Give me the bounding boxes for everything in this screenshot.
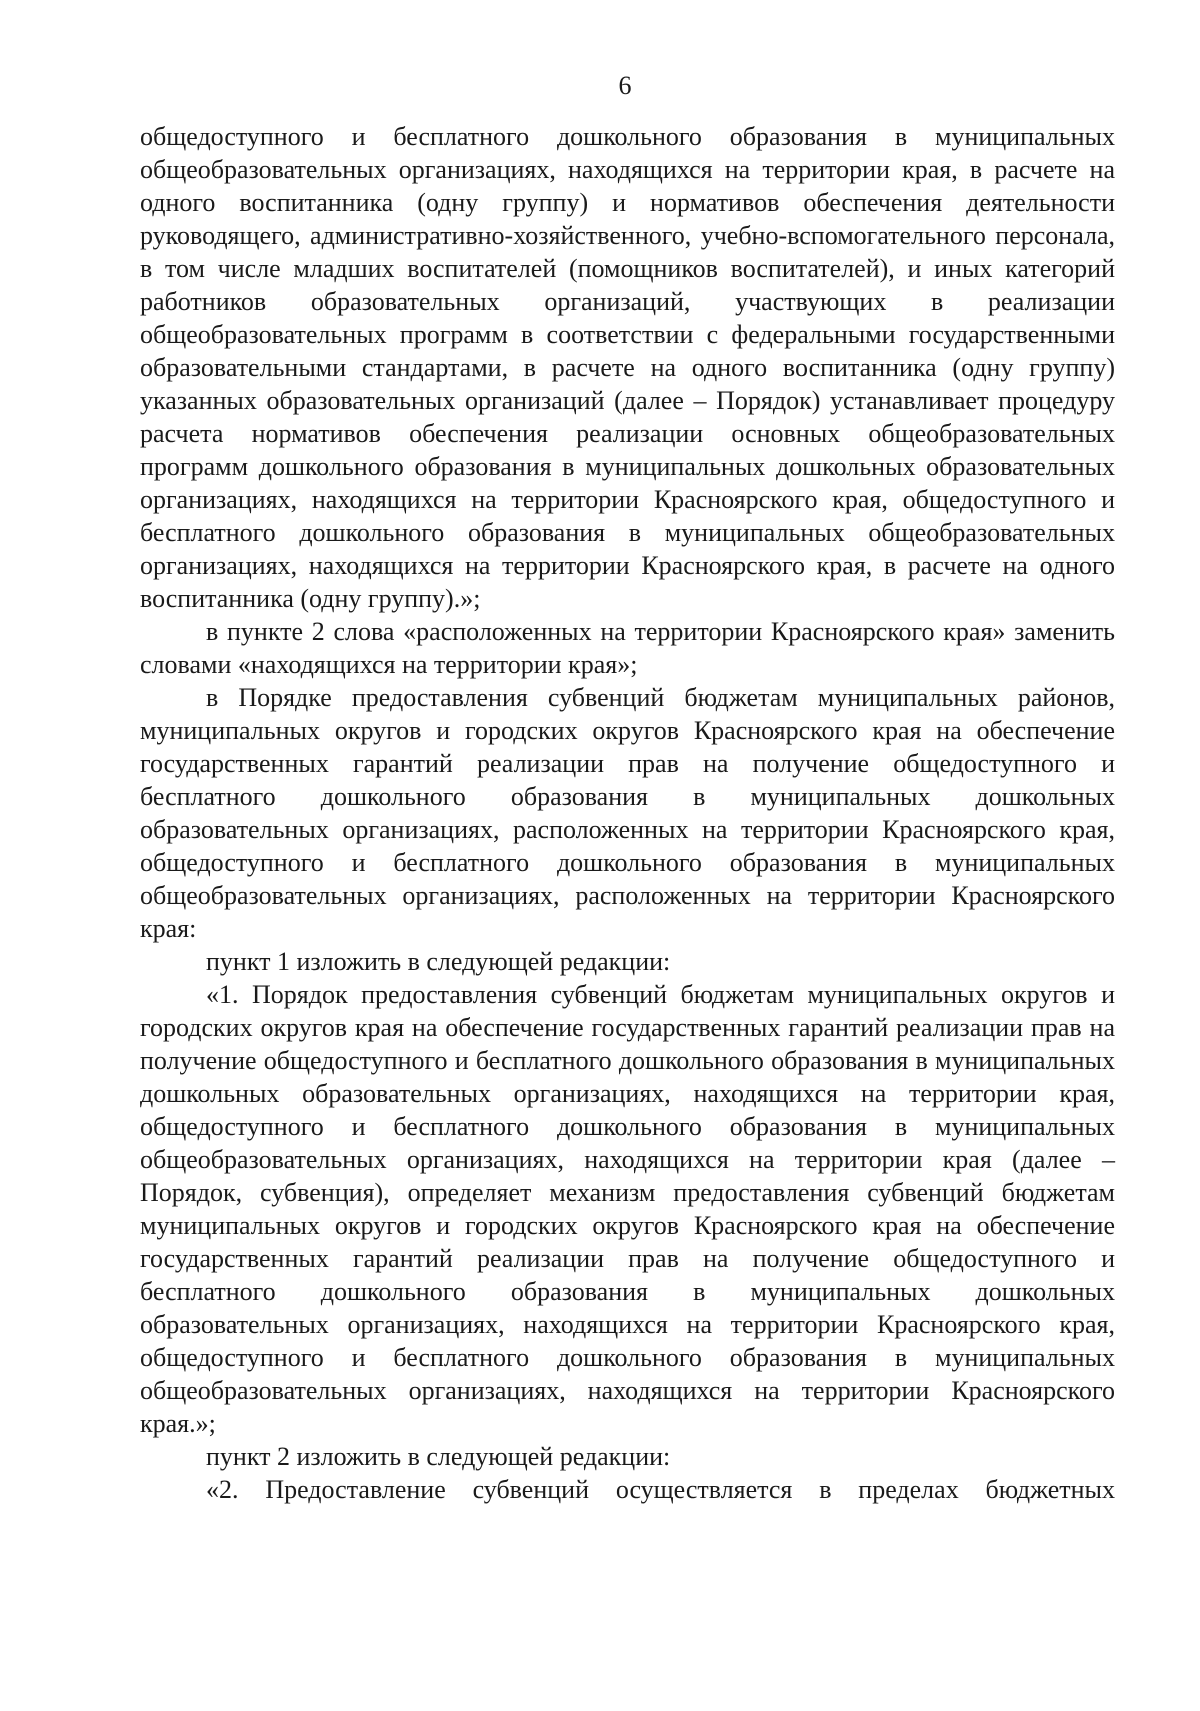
paragraph-6: пункт 2 изложить в следующей редакции: (206, 1442, 671, 1471)
document-body (140, 120, 1115, 1506)
page-number: 6 (618, 71, 632, 100)
paragraph-5: «1. Порядок предоставления субвенций бюджетам муниципальных округов и городских округов края на обеспечение государственных гарантий реализации прав на получение общедоступного и бесплатного дошкольного образования в муниципальных дошкольных образовательных организациях, находящихся на территории края, общедоступного и бесплатного дошкольного образования в муниципальных общеобразовательных организациях, находящихся на территории края (далее – Порядок, субвенция), определяет механизм предоставления субвенций бюджетам муниципальных округов и городских округов Красноярского края на обеспечение государственных гарантий реализации прав на получение общедоступного и бесплатного дошкольного образования в муниципальных дошкольных образовательных организациях, находящихся на территории Красноярского края, общедоступного и бесплатного дошкольного образования в муниципальных общеобразовательных организациях, находящихся на территории Красноярского края.»; (140, 980, 1115, 1438)
paragraph-7: «2. Предоставление субвенций осуществляется в пределах бюджетных (206, 1475, 1115, 1504)
paragraph-4: пункт 1 изложить в следующей редакции: (206, 947, 671, 976)
paragraph-2: в пункте 2 слова «расположенных на территории Красноярского края» заменить словами «находящихся на территории края»; (140, 617, 1115, 679)
paragraph-1: общедоступного и бесплатного дошкольного образования в муниципальных общеобразовательных организациях, находящихся на территории края, в расчете на одного воспитанника (одну группу) и нормативов обеспечения деятельности руководящего, административно-хозяйственного, учебно-вспомогательного персонала, в том числе младших воспитателей (помощников воспитателей), и иных категорий работников образовательных организаций, участвующих в реализации общеобразовательных программ в соответствии с федеральными государственными образовательными стандартами, в расчете на одного воспитанника (одну группу) указанных образовательных организаций (далее – Порядок) устанавливает процедуру расчета нормативов обеспечения реализации основных общеобразовательных программ дошкольного образования в муниципальных дошкольных образовательных организациях, находящихся на территории Красноярского края, общедоступного и бесплатного дошкольного образования в муниципальных общеобразовательных организациях, находящихся на территории Красноярского края, в расчете на одного воспитанника (одну группу).»; (140, 122, 1115, 613)
paragraph-3: в Порядке предоставления субвенций бюджетам муниципальных районов, муниципальных округов и городских округов Красноярского края на обеспечение государственных гарантий реализации прав на получение общедоступного и бесплатного дошкольного образования в муниципальных дошкольных образовательных организациях, расположенных на территории Красноярского края, общедоступного и бесплатного дошкольного образования в муниципальных общеобразовательных организациях, расположенных на территории Красноярского края: (140, 683, 1115, 943)
